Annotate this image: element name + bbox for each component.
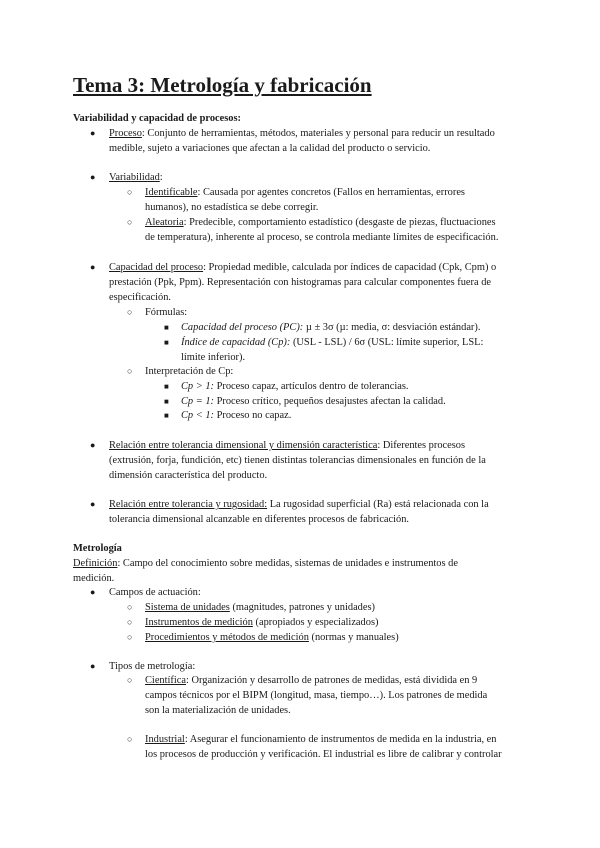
term-cientifica: Científica (145, 675, 186, 686)
relacion-dimensional-line3: dimensión característica del producto. (109, 470, 268, 481)
term-definicion: Definición (73, 558, 118, 569)
bullet-circle (127, 732, 132, 747)
bullet-disc (90, 497, 95, 512)
interp-cp-lt1 (181, 408, 291, 423)
bullet-circle (127, 615, 132, 630)
campos-label: Campos de actuación: (109, 587, 201, 598)
formula-cp (181, 335, 483, 350)
bullet-circle (127, 630, 132, 645)
campo-sistema-unidades (145, 600, 375, 615)
term-identificable: Identificable (145, 187, 198, 198)
formula-cp-text: (USL - LSL) / 6σ (USL: límite superior, LSL: (290, 337, 484, 348)
interpretacion-label: Interpretación de Cp: (145, 366, 234, 377)
bullet-circle (127, 215, 132, 230)
term-relacion-dimensional: Relación entre tolerancia dimensional y dimensión característica (109, 440, 378, 451)
page-title: Tema 3: Metrología y fabricación (73, 73, 372, 97)
definicion-line2: medición. (73, 573, 115, 584)
tipo-industrial (145, 732, 496, 747)
section-heading-metrologia: Metrología (73, 543, 122, 554)
list-item-variabilidad (109, 170, 163, 185)
procedimientos-text: (normas y manuales) (308, 632, 399, 643)
proceso-line2: medible, sujeto a variaciones que afectan a la calidad del producto o servicio. (109, 143, 431, 154)
definicion-text: : Campo del conocimiento sobre medidas, sistemas de unidades e instrumentos de (117, 558, 458, 569)
bullet-circle (127, 364, 132, 379)
tipos-label: Tipos de metrología: (109, 661, 196, 672)
industrial-text: : Asegurar el funcionamiento de instrumentos de medida en la industria, en (184, 734, 497, 745)
capacidad-line2: prestación (Ppk, Ppm). Representación con histogramas para calcular componentes fuera de (109, 277, 492, 288)
instrumentos-text: (apropiados y especializados) (252, 617, 379, 628)
interp-cp-lt1-text: Proceso no capaz. (214, 410, 292, 421)
formula-pc-label: Capacidad del proceso (PC): (181, 322, 304, 333)
term-procedimientos: Procedimientos y métodos de medición (145, 632, 309, 643)
cientifica-line3: son la materialización de unidades. (145, 705, 291, 716)
list-item-relacion-rugosidad (109, 497, 489, 512)
term-sistema-unidades: Sistema de unidades (145, 602, 230, 613)
bullet-disc (90, 659, 95, 674)
relacion-rugosidad-text: La rugosidad superficial (Ra) está relacionada con la (267, 499, 489, 510)
interp-cp-eq1-text: Proceso crítico, pequeños desajustes afectan la calidad. (214, 396, 446, 407)
bullet-disc (90, 170, 95, 185)
term-proceso: Proceso (109, 128, 142, 139)
bullet-circle (127, 185, 132, 200)
interp-cp-gt1-text: Proceso capaz, artículos dentro de tolerancias. (214, 381, 409, 392)
cientifica-line2: campos técnicos por el BIPM (longitud, masa, tiempo…). Los patrones de medida (145, 690, 488, 701)
bullet-square (164, 408, 169, 423)
bullet-circle (127, 305, 132, 320)
interp-cp-eq1-label: Cp = 1: (181, 396, 214, 407)
aleatoria-text: : Predecible, comportamiento estadístico (desgaste de piezas, fluctuaciones (183, 217, 496, 228)
term-variabilidad: Variabilidad (109, 172, 160, 183)
capacidad-line3: especificación. (109, 292, 172, 303)
bullet-square (164, 320, 169, 335)
interp-cp-lt1-label: Cp < 1: (181, 410, 214, 421)
bullet-disc (90, 438, 95, 453)
definicion-line1 (73, 556, 458, 571)
industrial-line2: los procesos de producción y verificación. El industrial es libre de calibrar y controlar (145, 749, 502, 760)
term-relacion-rugosidad: Relación entre tolerancia y rugosidad: (109, 499, 268, 510)
formula-cp-line2: límite inferior). (181, 352, 246, 363)
bullet-square (164, 379, 169, 394)
campo-instrumentos (145, 615, 378, 630)
cientifica-text: : Organización y desarrollo de patrones de medidas, está dividida en 9 (185, 675, 478, 686)
term-aleatoria: Aleatoria (145, 217, 184, 228)
interp-cp-gt1 (181, 379, 408, 394)
proceso-text: : Conjunto de herramientas, métodos, materiales y personal para reducir un resultado (141, 128, 495, 139)
relacion-dimensional-text: : Diferentes procesos (377, 440, 466, 451)
list-item-capacidad (109, 260, 496, 275)
relacion-dimensional-line2: (extrusión, forja, fundición, etc) tienen distintas tolerancias dimensionales en función de la (109, 455, 486, 466)
tipo-cientifica (145, 673, 477, 688)
campo-procedimientos (145, 630, 399, 645)
identificable-line2: humanos), no estadística se debe corregir. (145, 202, 319, 213)
relacion-rugosidad-line2: tolerancia dimensional alcanzable en diferentes procesos de fabricación. (109, 514, 410, 525)
capacidad-text: : Propiedad medible, calculada por índices de capacidad (Cpk, Cpm) o (203, 262, 497, 273)
term-instrumentos: Instrumentos de medición (145, 617, 253, 628)
aleatoria-line2: de temperatura), inherente al proceso, se controla mediante límites de especificación. (145, 232, 499, 243)
interp-cp-gt1-label: Cp > 1: (181, 381, 214, 392)
bullet-disc (90, 126, 95, 141)
bullet-disc (90, 260, 95, 275)
list-item-identificable (145, 185, 465, 200)
colon: : (159, 172, 163, 183)
bullet-square (164, 394, 169, 409)
formulas-label: Fórmulas: (145, 307, 188, 318)
interp-cp-eq1 (181, 394, 446, 409)
formula-pc (181, 320, 480, 335)
bullet-circle (127, 673, 132, 688)
term-industrial: Industrial (145, 734, 185, 745)
bullet-disc (90, 585, 95, 600)
bullet-circle (127, 600, 132, 615)
bullet-square (164, 335, 169, 350)
sistema-unidades-text: (magnitudes, patrones y unidades) (229, 602, 375, 613)
list-item-proceso (109, 126, 495, 141)
list-item-aleatoria (145, 215, 496, 230)
section-heading-variabilidad: Variabilidad y capacidad de procesos: (73, 113, 242, 124)
formula-cp-label: Índice de capacidad (Cp): (181, 337, 291, 348)
term-capacidad: Capacidad del proceso (109, 262, 204, 273)
list-item-relacion-dimensional (109, 438, 465, 453)
formula-pc-text: µ ± 3σ (µ: media, σ: desviación estándar). (303, 322, 481, 333)
identificable-text: : Causada por agentes concretos (Fallos en herramientas, errores (197, 187, 465, 198)
